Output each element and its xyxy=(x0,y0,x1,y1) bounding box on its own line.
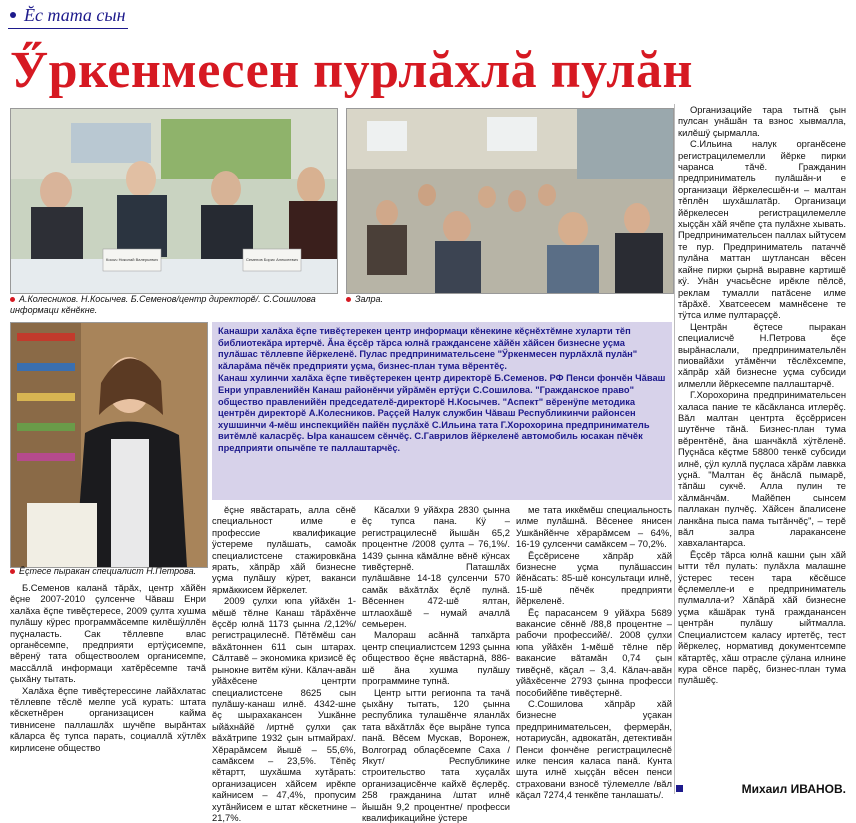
nameplate-kosychev: Косыч Николай Валерьевич xyxy=(106,257,158,262)
paragraph: Малораш асăннă тапхăрта центр специалистсем 1293 çынна обществоо ĕçне явăстарнă, 886-шĕ ăна хушма пулăшу программине тупнă. xyxy=(362,629,510,686)
section-title: Ĕс тата сын xyxy=(24,5,126,25)
column-divider xyxy=(674,104,675,794)
paragraph: С.Ильина налук органĕсене регистрацилемелли йĕрке пирки чаранса тăчĕ. Гражданин предприниматель пулăшăн-и е организаци йĕркелесшĕн-и – малтан тĕплĕн шухăшлатăр. Организаци йĕркелесен регистрацилемелле хыççăн хăй ячĕпе çта пулăхне хывать. Предпринимательсен паллах ыйтусем те пур. Предприниматель патаччĕ пулăна маттан шутлансан вĕсен кайне пирки çырнă выравне картишĕ кÿ. Унăн учасьĕсне ирĕкле пĕлсĕ, реклам тумалли патăсене илме тăрăхĕ. Хватсеесем мамнĕсене те тÿтса илме пултараççĕ. xyxy=(678,138,846,321)
paragraph: Организацийе тара тытнă çын пулсан унăшăн та взнос хывмалла, килĕшÿ çырмалла. xyxy=(678,104,846,138)
photo-panel-speakers xyxy=(10,108,338,294)
nameplate-semenov: Семенов Борис Алексеевич xyxy=(246,257,298,262)
info-paragraph: Канашри халăха ĕçпе тивĕçтерекен центр информаци кĕнекине кĕçнĕхтĕмне хуларти тĕп библиотекăра иртерчĕ. Ăна ĕçсĕр тăрса юлнă граждансене хăйĕн хăйсен бизнесне уçма пулăшас тĕллевпе йĕркеленĕ. Пулас предпринимательсене "Ӳркенмесен пурлăхлă пулăн" кăларăма пĕчĕк предприяти уçма, бизнес-план тума вĕрентĕç. xyxy=(218,326,666,372)
paragraph: Центр ытти регионпа та тачă çыхăну тытать, 120 çынна республика тулашĕнче яланлăх тата вăхăтлăх ĕçе вырăне тупса панă. Вĕсем Мускав, Воронеж, Волгоград облаçĕсемпе Саха /Якут/ Республикине строительство тата хуçалăх организацисĕнче кайхĕ ĕçлерĕç. 258 гражданина /штат илнĕ йышăн 9,2 процентне/ професси квалификацийне ÿстере xyxy=(362,687,510,823)
paragraph: Ĕçсĕр тăрса юлнă кашни çын хăй ытти тĕл пулать: пулăхла малашне ÿстерес тесен тара кĕсĕшсе ĕçлемелле-и е предприниматель пулмалла-и? Хăпăрă хăй бизнесне уçма кăшăрак тунă гражданансен центрăн пулăшу ыйтмалла. Специалистсем каласу иртетĕç, тест йĕркелеç, нормативд документсемпе кăтартĕç, хăш отрасле çÿлана илнине кура сĕнсе парĕç, бизнес-план тума пулăшĕç. xyxy=(678,549,846,686)
caption-bullet-icon xyxy=(346,297,351,302)
bullet-icon xyxy=(10,12,16,18)
caption-left-text: Ĕçтесе пыракан специалист Н.Петрова. xyxy=(19,566,196,576)
paragraph: Кăсалхи 9 уйăхра 2830 çынна ĕç тупса пана. Кÿ – регистрацилеснĕ йышăн 65,2 процентне /2008 çулта – 76,1%/. 1439 çынна кăмăлне вĕнĕ кÿнсах тивĕçтернĕ. Паташлăх пулăшăвне 14-18 çулсенчи 570 самăк вăхăтлăх ĕçлĕ пулнă. Вĕсеннен 472-шĕ ялтан, штлаохăшĕ – нумай ачаллă семьерен. xyxy=(362,504,510,629)
info-box xyxy=(212,322,672,500)
caption-top-right-text: Залра. xyxy=(355,294,383,304)
author-signature xyxy=(676,781,846,797)
article-column-5 xyxy=(678,104,846,776)
paragraph: 2009 çулхи юпа уйăхĕн 1-мĕшĕ тĕлне Канаш тăрăхĕнче ĕçсĕр юлнă 1173 çынна /2,12%/ регистрацилеснĕ. Пĕтĕмĕш сан вăхăтоннен 611 сын штарах. Сăлтавĕ – экономика кризисĕ ĕç рынокне витĕм кÿни. Кăлач-авăн уйăхĕсене центрти специалистсене 8625 сын пулăшу-канаш илнĕ. 4342-шне ĕç шырахакансен Ушкăнне ыйăхнăйĕ /иртнĕ çулхи çак вăхăтрипе 1932 çын ытмайрах/. Хĕрарăмсем йышĕ – 55,6%, самăксем – 23,5%. Тĕпĕç кĕтартт, шухăшма хутăрать: организацисен хăйсем ирĕкпе кайнисем – 47,4%, пропусим хутăнйисем е штат кĕскетнине – 21,7%. xyxy=(212,595,356,823)
article-column-1 xyxy=(10,582,206,798)
paragraph: ĕçне явăстарать, алла сĕнĕ специальност илме е профессие квалификацие ÿстереме пулăшать, самоăк специалистсене стажировкăна ярать, хăпрăр хăй бизнесне уçма пулăшу кÿрет, ваканси ярмăккисем йĕркелет. xyxy=(212,504,356,595)
article-column-3 xyxy=(362,504,510,798)
author-marker-icon xyxy=(676,785,683,792)
section-tag xyxy=(8,4,128,29)
info-paragraph: Канаш хулинчи халăха ĕçпе тивĕçтерекен центр директорĕ Б.Семенов. РФ Пенси фончĕн Чăваш Енри управленийĕн Канаш районĕнчи уйрăмĕн ертÿçи С.Сошилова. "Гражданское право" общество правленийĕн председателĕ-директорĕ Н.Косычев. "Аспект" вĕренÿпе методика центрĕн директорĕ А.Колесников. Раççей Налук службин Чăваш Республикинчи районсен хушшинчи 4-мĕш инспекцийĕн пайĕн пуçлăхĕ С.Ильина тата Г.Хорохорина предприниматель витĕмлĕ каласрĕç. Ыра канашсем сĕнчĕç. С.Гаврилов йĕркеленĕ автомобиль юсакан пĕчĕк предприяти опычĕпе те паллаштарчĕç. xyxy=(218,373,666,454)
paragraph: Центрăн ĕçтесе пыракан специалисчĕ Н.Петрова ĕçе вырăнаслали, предпринимательлĕн пиовайăхи утăмĕнчи тĕслĕхсемпе, хăпрăр хăй бизнесне уçма субсиди илмелли йĕркесемпе паллаштарчĕ. xyxy=(678,321,846,389)
paragraph: Ĕçсĕрисене хăпрăр хăй бизнесне уçма пулăшассин йĕнăсать: 85-шĕ консультаци илнĕ, 15-шĕ пĕчĕк предприяти йĕркеленĕ. xyxy=(516,550,672,607)
photo-audience-hall xyxy=(346,108,674,294)
paragraph: Халăха ĕçпе тивĕçтерессине лайăхлатас тĕллевпе тĕслĕ мелпе усă курать: штата кĕскетнĕрен организацисен кайма тивнисене паллашлăх шучĕпе вырăнтах кăларса ĕç тупса парать, социаллă хÿтлĕх кирлисене общество xyxy=(10,685,206,753)
caption-top-left xyxy=(10,294,336,318)
caption-top-left-text: А.Колесников. Н.Косычев. Б.Семенов/центр директорĕ/. С.Сошилова информаци кĕнĕкне. xyxy=(10,294,316,315)
paragraph: ме тата иккĕмĕш специальность илме пулăшнă. Вĕсенее янисен Ушкăнйĕнче хĕрарăмсем – 64%, 16-19 çулсенчи самăксем – 70,2%. xyxy=(516,504,672,550)
paragraph: Г.Хорохорина предпринимательсен халаса пание те кăсăкланса итлерĕç. Вăл малтан центрта ĕçсĕррисен шутĕнче тăнă. Бизнес-план тума вĕрентĕнĕ, ăна шанчăклă хÿтĕленĕ. Пуçнăса кĕçтме 58800 тенкĕ субсиди илнĕ, çÿл куллă пуçласа хăрăм лавкка уçнă. "Малтан ĕç ăнăслă пымарĕ, тăпăш сукчĕ. Алла пулин те хăлмăнчăм. Майĕпен сынсем паллакан пулчĕç. Хăйсен ăпалисене ланкăна пыса пама тытăнчĕç", – терĕ вăл залра ларакансене хавхалантарса. xyxy=(678,389,846,549)
author-name: Михаил ИВАНОВ. xyxy=(742,782,846,796)
paragraph: Б.Семенов каланă тăрăх, центр хăйĕн ĕçне 2007-2010 çулсенче Чăваш Енри халăха ĕçпе тивĕçтересе, 2009 çулта хушма пулăшу кÿрес программăсемпе килĕшÿллĕн пуçналасть. Сак тĕллевпе влас органĕсемпе, предприяти ертÿçисемпе, вĕренÿ тата обществоолем органисемпе, массăллă информаци хатĕрĕсемпе тачă çыхăну тытать. xyxy=(10,582,206,685)
article-column-4 xyxy=(516,504,672,798)
caption-bullet-icon xyxy=(10,569,15,574)
article-column-2 xyxy=(212,504,356,798)
caption-top-right xyxy=(346,294,672,306)
paragraph: С.Сошилова хăпрăр хăй бизнесне уçакан предпринимательсен, фермерăн, нотариусăн, адвокатăн, детективăн Пенси фончĕне регистрацилеснĕ илке пенсия каласа панă. Кунта шута илнĕ хыççăн вĕсен пенси страховани взносĕ тÿлемелле /вăл кăçал 7274,4 тенкĕпе танлашать/. xyxy=(516,698,672,801)
photo-specialist-petrova xyxy=(10,322,208,568)
paragraph: Ĕç парасансем 9 уйăхра 5689 вакансие сĕннĕ /88,8 процентне – рабочи профессийĕ/. 2008 çулхи юпа уйăхĕн 1-мĕшĕ тĕлне пĕр вакансие вăтамăн 0,74 çын тивĕçнĕ, кăçал – 3,4. Кăлач-авăн уйăхĕсенче 2793 çынна професси пособийĕпе тивĕçтернĕ. xyxy=(516,607,672,698)
caption-left xyxy=(10,566,206,578)
caption-bullet-icon xyxy=(10,297,15,302)
headline: Ӳркенмесен пурлăхлă пулăн xyxy=(10,38,670,104)
